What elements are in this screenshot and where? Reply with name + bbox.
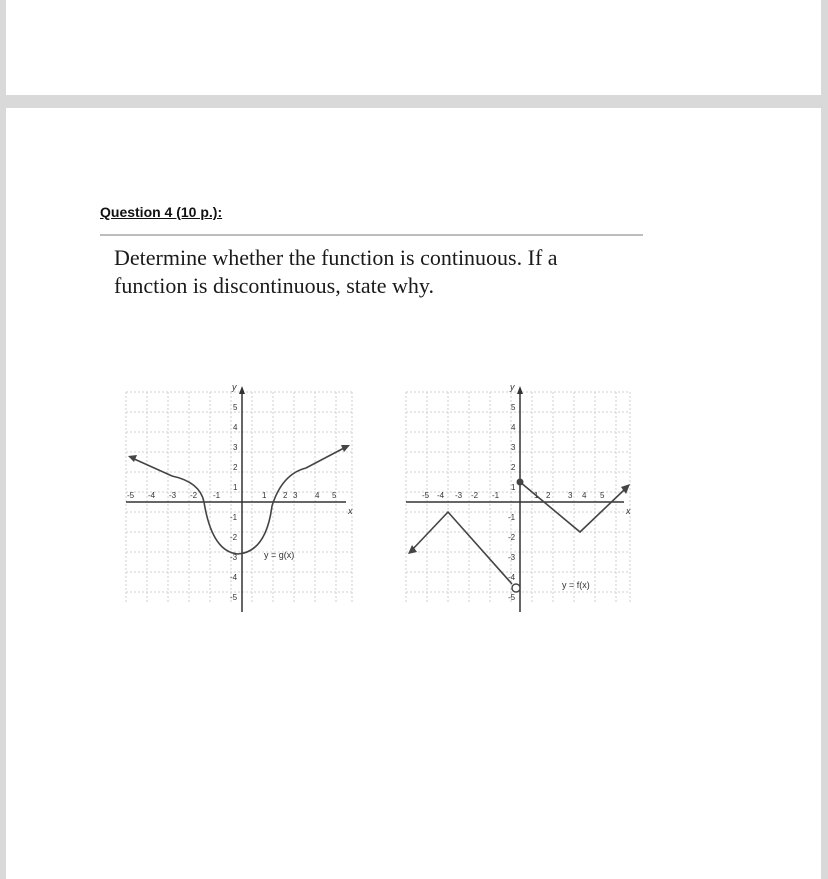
graph-f-ytick: 1 — [511, 483, 516, 492]
graph-g-ytick: -2 — [230, 533, 238, 542]
graph-g-ytick: 3 — [233, 443, 238, 452]
graph-f-xtick: 3 — [568, 491, 573, 500]
graph-g-x-label: x — [348, 506, 353, 516]
graph-f-closed-dot — [517, 479, 524, 486]
graph-g-y-label: y — [232, 382, 237, 392]
graph-f-xtick: 5 — [600, 491, 605, 500]
graph-g-left-arrow — [128, 455, 137, 462]
graph-f-x-label: x — [626, 506, 631, 516]
document-page — [6, 108, 821, 879]
question-prompt: Determine whether the function is continuous. If a function is discontinuous, state why. — [114, 245, 558, 298]
graph-f-y-arrow — [517, 386, 523, 394]
graph-g-ytick: -1 — [230, 513, 238, 522]
question-heading: Question 4 (10 p.): — [100, 204, 223, 220]
graph-g — [120, 374, 360, 619]
graph-f-ytick: -3 — [508, 553, 516, 562]
graph-f-right-piece — [520, 482, 624, 532]
graph-g-xtick: 3 — [293, 491, 298, 500]
graph-g-xtick: -3 — [169, 491, 177, 500]
question-prompt-box — [100, 234, 643, 306]
graph-g-xtick: -2 — [190, 491, 198, 500]
graph-g-xtick: 4 — [315, 491, 320, 500]
graph-g-xtick: 1 — [262, 491, 267, 500]
graph-f-ytick: -2 — [508, 533, 516, 542]
graph-f-xtick: -5 — [422, 491, 430, 500]
graph-f-xtick: 2 — [546, 491, 551, 500]
graph-g-function-label: y = g(x) — [264, 550, 295, 560]
graph-f-ytick: 2 — [511, 463, 516, 472]
graph-g-xtick: -1 — [213, 491, 221, 500]
graph-g-svg — [120, 374, 360, 614]
graph-f-ytick: -5 — [508, 593, 516, 602]
graph-f-x-ticks — [422, 491, 605, 500]
graph-f-xtick: -4 — [437, 491, 445, 500]
graph-g-ytick: 1 — [233, 483, 238, 492]
graph-g-ytick: -3 — [230, 553, 238, 562]
graph-g-ytick: 2 — [233, 463, 238, 472]
graph-g-xtick: -5 — [127, 491, 135, 500]
graph-g-curve — [132, 448, 344, 554]
graph-g-xtick: -4 — [148, 491, 156, 500]
graph-g-xtick: 5 — [332, 491, 337, 500]
graph-f-open-circle — [512, 584, 520, 592]
graph-g-axes — [124, 606, 346, 608]
graph-f-xtick: -2 — [471, 491, 479, 500]
graph-g-y-arrow — [239, 386, 245, 394]
graph-f-xtick: 1 — [534, 491, 539, 500]
graph-f — [398, 374, 638, 619]
graph-f-ytick: -4 — [508, 573, 516, 582]
graph-f-ytick: -1 — [508, 513, 516, 522]
graph-g-ytick: 5 — [233, 403, 238, 412]
graph-g-ytick: -4 — [230, 573, 238, 582]
graph-f-function-label: y = f(x) — [562, 580, 590, 590]
graph-f-ytick: 4 — [511, 423, 516, 432]
graph-f-svg — [398, 374, 638, 614]
graph-f-xtick: -3 — [455, 491, 463, 500]
graph-f-xtick: -1 — [492, 491, 500, 500]
graph-f-ytick: 5 — [511, 403, 516, 412]
graph-f-xtick: 4 — [582, 491, 587, 500]
previous-page — [6, 0, 821, 95]
graph-g-ytick: -5 — [230, 593, 238, 602]
graph-g-ytick: 4 — [233, 423, 238, 432]
graph-f-y-label: y — [510, 382, 515, 392]
graph-f-ytick: 3 — [511, 443, 516, 452]
graph-g-xtick: 2 — [283, 491, 288, 500]
